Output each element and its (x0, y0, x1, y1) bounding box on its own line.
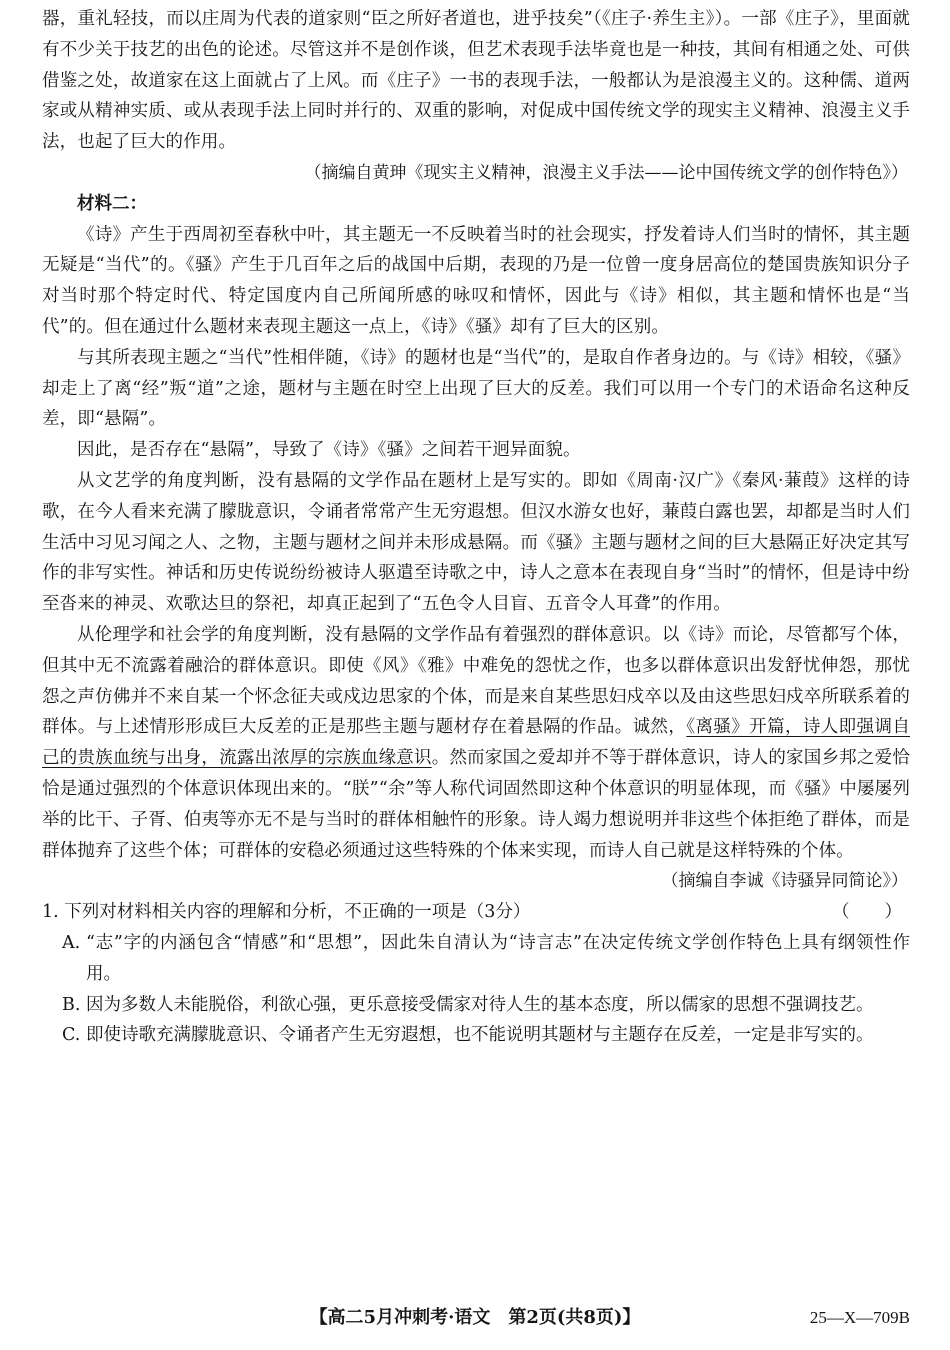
underlined-sentence: 《离骚》开篇，诗人即强调自己的贵族血统与出身，流露出浓厚的宗族血缘意识 (42, 717, 911, 769)
question-1-stem: 1. 下列对材料相关内容的理解和分析，不正确的一项是（3分） (42, 902, 531, 923)
material1-paragraph-tail: 器，重礼轻技，而以庄周为代表的道家则“臣之所好者道也，进乎技矣”（《庄子·养生主》）。一部《庄子》，里面就有不少关于技艺的出色的论述。尽管这并不是创作谈，但艺术表现手法毕竟也是一种技，其间有相通之处、可供借鉴之处，故道家在这上面就占了上风。而《庄子》一书的表现手法，一般都认为是浪漫主义的。这种儒、道两家或从精神实质、或从表现手法上同时并行的、双重的影响，对促成中国传统文学的现实主义精神、浪漫主义手法，也起了巨大的作用。 (42, 9, 910, 153)
option-letter: C. (62, 1025, 81, 1046)
material2-paragraph-4: 从文艺学的角度判断，没有悬隔的文学作品在题材上是写实的。即如《周南·汉广》《秦风·蒹葭》这样的诗歌，在今人看来充满了朦胧意识，令诵者常常产生无穷遐想。但汉水游女也好，蒹葭白露也罢，却都是当时人们生活中习见习闻之人、之物，主题与题材之间并未形成悬隔。而《骚》主题与题材之间的巨大悬隔正好决定其写作的非写实性。神话和历史传说纷纷被诗人驱遣至诗歌之中，诗人之意本在表现自身“当时”的情怀，但是诗中纷至沓来的神灵、欢歌达旦的祭祀，却真正起到了“五色令人目盲、五音令人耳聋”的作用。 (42, 470, 910, 615)
option-b (42, 990, 910, 1021)
footer-title: 【高二5月冲刺考·语文 第2页(共8页)】 (309, 1307, 641, 1328)
material2-source: （摘编自李诚《诗骚异同简论》） (661, 871, 908, 892)
paragraph-5-before: 从伦理学和社会学的角度判断，没有悬隔的文学作品有着强烈的群体意识。以《诗》而论，尽管都写个体，但其中无不流露着融洽的群体意识。即使《风》《雅》中难免的怨忧之作，也多以群体意识出发舒忧伸怨，那忧怨之声仿佛并不来自某一个怀念征夫或戍边思家的个体，而是来自某些思妇戍卒以及由这些思妇戍卒所联系着的群体。与上述情形形成巨大反差的正是那些主题与题材存在着悬隔的作品。诚然， (42, 624, 910, 738)
material2-paragraph-2: 与其所表现主题之“当代”性相伴随，《诗》的题材也是“当代”的，是取自作者身边的。与《诗》相较，《骚》却走上了离“经”叛“道”之途，题材与主题在时空上出现了巨大的反差。我们可以用一个专门的术语命名这种反差，即“悬隔”。 (42, 347, 910, 430)
option-text: 即使诗歌充满朦胧意识、令诵者产生无穷遐想，也不能说明其题材与主题存在反差，一定是非写实的。 (86, 1025, 874, 1046)
paragraph-5-after: 。然而家国之爱却并不等于群体意识，诗人的家国乡邦之爱恰恰是通过强烈的个体意识体现出来的。“朕”“余”等人称代词固然即这种个体意识的明显体现，而《骚》中屡屡列举的比干、子胥、伯夷等亦无不是与当时的群体相触忤的形象。诗人竭力想说明并非这些个体拒绝了群体，而是群体抛弃了这些个体；可群体的安稳必须通过这些特殊的个体来实现，而诗人自己就是这样特殊的个体。 (42, 748, 910, 861)
material2-title: 材料二： (77, 193, 147, 214)
option-c (42, 1020, 910, 1051)
option-text: “志”字的内涵包含“情感”和“思想”，因此朱自清认为“诗言志”在决定传统文学创作特色上具有纲领性作用。 (86, 932, 910, 984)
page-content (42, 4, 910, 1051)
material2-paragraph-1: 《诗》产生于西周初至春秋中叶，其主题无一不反映着当时的社会现实，抒发着诗人们当时的情怀，其主题无疑是“当代”的。《骚》产生于几百年之后的战国中后期，表现的乃是一位曾一度身居高位的楚国贵族知识分子对当时那个特定时代、特定国度内自己所闻所感的咏叹和情怀，因此与《诗》相似，其主题和情怀也是“当代”的。但在通过什么题材来表现主题这一点上，《诗》《骚》却有了巨大的区别。 (42, 224, 910, 337)
exam-code: 25—X—709B (809, 1308, 910, 1327)
question-1 (42, 897, 910, 928)
option-letter: B. (62, 994, 81, 1015)
material2-paragraph-3: 因此，是否存在“悬隔”，导致了《诗》《骚》之间若干迥异面貌。 (77, 440, 581, 461)
page-footer (0, 1303, 950, 1333)
option-letter: A. (62, 932, 81, 953)
option-a (42, 928, 910, 990)
material2-paragraph-5 (42, 620, 910, 866)
option-text: 因为多数人未能脱俗，利欲心强，更乐意接受儒家对待人生的基本态度，所以儒家的思想不强调技艺。 (86, 994, 874, 1015)
material1-source: （摘编自黄珅《现实主义精神，浪漫主义手法——论中国传统文学的创作特色》） (304, 162, 908, 183)
answer-blank[interactable]: （ ） (832, 902, 902, 923)
